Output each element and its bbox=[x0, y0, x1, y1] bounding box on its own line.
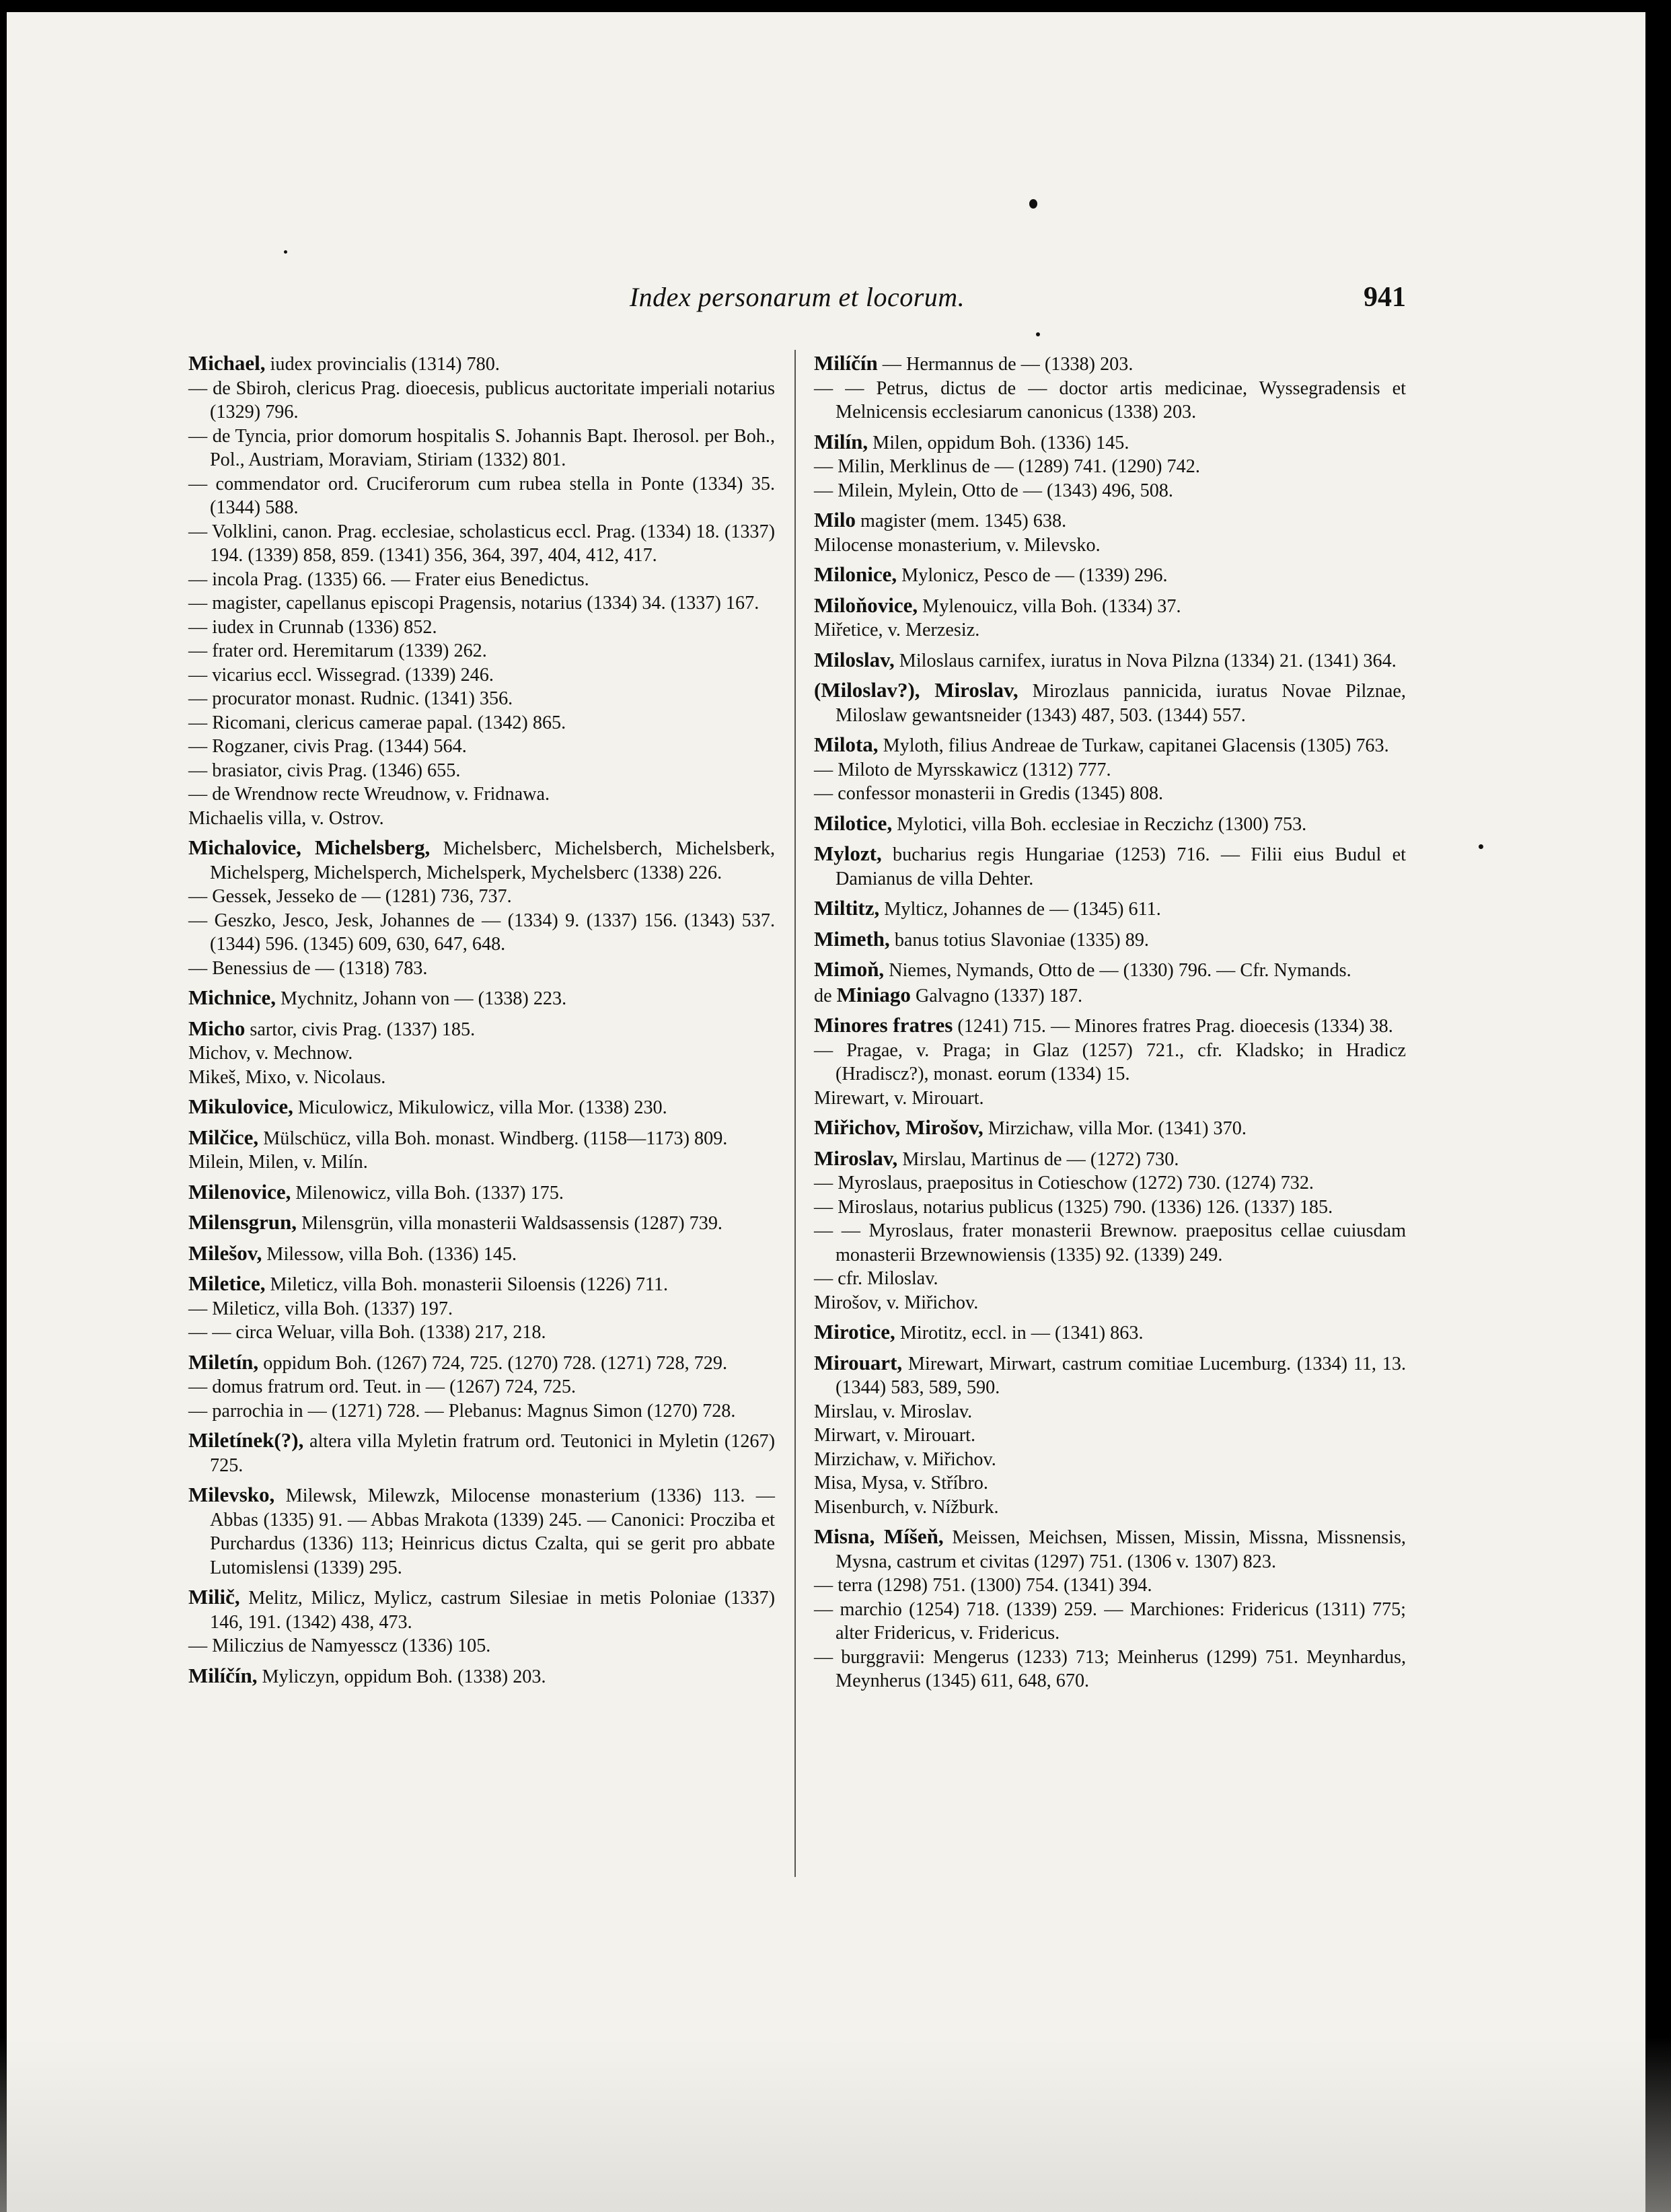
entry-headword: Michael, bbox=[188, 351, 266, 375]
entry-text: oppidum Boh. (1267) 724, 725. (1270) 728. (1271) 728, 729. bbox=[258, 1352, 727, 1374]
index-entry bbox=[814, 1086, 1406, 1111]
index-entry bbox=[814, 896, 1406, 922]
index-column-right bbox=[814, 346, 1406, 1693]
index-entry bbox=[814, 1598, 1406, 1646]
entry-headword: Miletínek(?), bbox=[188, 1428, 304, 1452]
entry-headword: Miltitz, bbox=[814, 896, 880, 920]
index-entry bbox=[188, 759, 775, 783]
entry-text: — commendator ord. Cruciferorum cum rubea stella in Ponte (1334) 35. (1344) 588. bbox=[188, 473, 775, 518]
index-entry bbox=[814, 758, 1406, 782]
entry-text: altera villa Myletin fratrum ord. Teutonici in Myletin (1267) 725. bbox=[210, 1431, 775, 1476]
entry-text: Myliczyn, oppidum Boh. (1338) 203. bbox=[257, 1666, 546, 1687]
entry-headword: Milota, bbox=[814, 733, 879, 756]
index-entry bbox=[188, 1321, 775, 1345]
entry-text: Melitz, Milicz, Mylicz, castrum Silesiae in metis Poloniae (1337) 146, 191. (1342) 438, 473. bbox=[210, 1588, 775, 1633]
entry-headword: Milo bbox=[814, 508, 856, 531]
entry-headword: Michnice, bbox=[188, 986, 276, 1009]
entry-text: — domus fratrum ord. Teut. in — (1267) 724, 725. bbox=[188, 1376, 577, 1397]
entry-text: Milewsk, Milewzk, Milocense monasterium (1336) 113. — Abbas (1335) 91. — Abbas Mrakota (1339) 245. — Canonici: Procziba et Purchardus (1336) 113; Heinricus dictus Czalta, qui se gerit pro abbate Lutomislensi (1339) 295. bbox=[210, 1485, 775, 1578]
entry-text: Mirzichaw, v. Miřichov. bbox=[814, 1448, 996, 1470]
index-entry bbox=[814, 648, 1406, 673]
index-entry bbox=[814, 455, 1406, 479]
entry-text: Michelsberc, Michelsberch, Michelsberk, Michelsperg, Michelsperch, Michelsperk, Mychelsberc (1338) 226. bbox=[210, 838, 775, 883]
index-entry bbox=[188, 782, 775, 807]
entry-text: Mileticz, villa Boh. monasterii Siloensis (1226) 711. bbox=[265, 1274, 669, 1295]
index-entry bbox=[188, 1297, 775, 1321]
index-entry bbox=[814, 1039, 1406, 1086]
entry-text: — Miliczius de Namyesscz (1336) 105. bbox=[188, 1635, 491, 1656]
index-entry bbox=[814, 1646, 1406, 1693]
entry-text: sartor, civis Prag. (1337) 185. bbox=[245, 1019, 476, 1040]
entry-headword: Milíčín, bbox=[188, 1663, 258, 1687]
entry-headword: Micho bbox=[188, 1016, 246, 1040]
index-entry bbox=[188, 711, 775, 735]
index-entry bbox=[188, 1271, 775, 1297]
entry-text: Mülschücz, villa Boh. monast. Windberg. (1158—1173) 809. bbox=[258, 1128, 728, 1149]
index-entry bbox=[188, 639, 775, 663]
entry-headword: Milevsko, bbox=[188, 1483, 275, 1506]
entry-text: Miloslaus carnifex, iuratus in Nova Pilzna (1334) 21. (1341) 364. bbox=[894, 650, 1397, 671]
entry-headword: Milensgrun, bbox=[188, 1210, 297, 1234]
entry-text: Misenburch, v. Nížburk. bbox=[814, 1496, 999, 1518]
index-entry bbox=[814, 927, 1406, 953]
index-entry bbox=[814, 593, 1406, 619]
index-entry bbox=[814, 842, 1406, 891]
entry-headword: Michalovice, Michelsberg, bbox=[188, 836, 431, 859]
index-entry bbox=[188, 836, 775, 885]
index-entry bbox=[188, 1041, 775, 1066]
entry-headword: Minores fratres bbox=[814, 1013, 953, 1037]
index-entry bbox=[188, 1634, 775, 1658]
entry-text: (1241) 715. — Minores fratres Prag. dioecesis (1334) 38. bbox=[953, 1016, 1393, 1037]
entry-text: — Mileticz, villa Boh. (1337) 197. bbox=[188, 1298, 453, 1319]
index-entry bbox=[814, 1448, 1406, 1472]
entry-text: iudex provincialis (1314) 780. bbox=[265, 354, 500, 375]
index-entry bbox=[814, 1195, 1406, 1220]
entry-text: — Ricomani, clericus camerae papal. (1342) 865. bbox=[188, 712, 566, 733]
entry-headword: Mimoň, bbox=[814, 957, 885, 981]
entry-text: magister (mem. 1345) 638. bbox=[856, 511, 1067, 531]
entry-text: — Gessek, Jesseko de — (1281) 736, 737. bbox=[188, 886, 512, 907]
index-entry bbox=[188, 425, 775, 472]
entry-text: — Myroslaus, praepositus in Cotieschow (1272) 730. (1274) 732. bbox=[814, 1173, 1314, 1193]
index-entry bbox=[188, 377, 775, 425]
index-entry bbox=[814, 479, 1406, 503]
index-entry bbox=[814, 1424, 1406, 1448]
entry-text: — incola Prag. (1335) 66. — Frater eius Benedictus. bbox=[188, 568, 589, 590]
entry-text: — magister, capellanus episcopi Pragensis, notarius (1334) 34. (1337) 167. bbox=[188, 593, 759, 614]
entry-text: Milocense monasterium, v. Milevsko. bbox=[814, 534, 1101, 556]
entry-text: — Benessius de — (1318) 783. bbox=[188, 957, 428, 979]
entry-text: Mirotitz, eccl. in — (1341) 863. bbox=[895, 1323, 1144, 1343]
entry-text: — parrochia in — (1271) 728. — Plebanus: Magnus Simon (1270) 728. bbox=[188, 1400, 736, 1422]
index-entry bbox=[814, 1115, 1406, 1141]
entry-text: — marchio (1254) 718. (1339) 259. — Marchiones: Fridericus (1311) 775; alter Fridericus, v. Fridericus. bbox=[814, 1598, 1406, 1644]
entry-text: — de Sbiroh, clericus Prag. dioecesis, publicus auctoritate imperiali notarius (1329) 796. bbox=[188, 377, 775, 422]
scan-shadow bbox=[0, 2037, 1671, 2212]
entry-text: Mirewart, Mirwart, castrum comitiae Lucemburg. (1334) 11, 13. (1344) 583, 589, 590. bbox=[836, 1353, 1406, 1398]
index-entry bbox=[814, 1400, 1406, 1424]
entry-text: Miculowicz, Mikulowicz, villa Mor. (1338) 230. bbox=[293, 1097, 667, 1118]
index-entry bbox=[814, 678, 1406, 727]
index-entry bbox=[814, 1351, 1406, 1400]
ink-speck bbox=[284, 250, 287, 254]
entry-text: Michov, v. Mechnow. bbox=[188, 1043, 353, 1064]
index-entry bbox=[814, 430, 1406, 455]
entry-headword: (Miloslav?), Miroslav, bbox=[814, 678, 1018, 702]
index-entry bbox=[188, 1150, 775, 1175]
entry-text: — — Petrus, dictus de — doctor artis medicinae, Wyssegradensis et Melnicensis ecclesiarum canonicus (1338) 203. bbox=[814, 377, 1406, 422]
entry-text: Mikeš, Mixo, v. Nicolaus. bbox=[188, 1066, 386, 1088]
index-entry bbox=[814, 983, 1406, 1008]
entry-text: Misa, Mysa, v. Stříbro. bbox=[814, 1473, 988, 1494]
index-entry bbox=[814, 1471, 1406, 1496]
entry-headword: Mirotice, bbox=[814, 1320, 895, 1343]
entry-headword: Milonice, bbox=[814, 562, 897, 586]
ink-speck bbox=[1029, 199, 1037, 209]
index-entry bbox=[188, 986, 775, 1011]
index-entry bbox=[814, 1524, 1406, 1574]
index-entry bbox=[188, 735, 775, 759]
entry-text: — — Myroslaus, frater monasterii Brewnow. praepositus cellae cuiusdam monasterii Brzewnowiensis (1335) 92. (1339) 249. bbox=[814, 1220, 1406, 1265]
index-entry bbox=[814, 957, 1406, 983]
entry-text: — Milin, Merklinus de — (1289) 741. (1290) 742. bbox=[814, 456, 1200, 477]
entry-headword: Misna, Míšeň, bbox=[814, 1524, 944, 1548]
entry-text: — brasiator, civis Prag. (1346) 655. bbox=[188, 760, 461, 781]
entry-headword: Miřichov, Mirošov, bbox=[814, 1115, 983, 1139]
entry-text: — Geszko, Jesco, Jesk, Johannes de — (1334) 9. (1337) 156. (1343) 537. (1344) 596. (1345) 609, 630, 647, 648. bbox=[188, 910, 775, 955]
index-entry bbox=[188, 1126, 775, 1151]
running-title: Index personarum et locorum. bbox=[629, 282, 965, 312]
entry-text: — — circa Weluar, villa Boh. (1338) 217, 218. bbox=[188, 1322, 546, 1343]
scan-border-top bbox=[0, 0, 1671, 12]
index-entry bbox=[188, 1399, 775, 1424]
index-entry bbox=[188, 1241, 775, 1267]
entry-text: — Hermannus de — (1338) 203. bbox=[877, 354, 1134, 375]
entry-text: Michaelis villa, v. Ostrov. bbox=[188, 807, 384, 829]
entry-text: — Pragae, v. Praga; in Glaz (1257) 721., cfr. Kladsko; in Hradicz (Hradiscz?), monast. eorum (1334) 15. bbox=[814, 1039, 1406, 1084]
index-entry bbox=[188, 957, 775, 981]
index-entry bbox=[188, 351, 775, 377]
entry-text: Mirwart, v. Mirouart. bbox=[814, 1425, 976, 1446]
entry-text: — vicarius eccl. Wissegrad. (1339) 246. bbox=[188, 664, 494, 686]
running-head bbox=[188, 281, 1406, 322]
index-entry bbox=[814, 811, 1406, 837]
entry-headword: Milín, bbox=[814, 429, 868, 453]
index-entry bbox=[188, 591, 775, 616]
index-entry bbox=[814, 1171, 1406, 1195]
entry-text: bucharius regis Hungariae (1253) 716. — Filii eius Budul et Damianus de villa Dehter. bbox=[836, 844, 1406, 889]
entry-headword: Miletín, bbox=[188, 1350, 259, 1374]
index-entry bbox=[188, 1017, 775, 1042]
index-entry bbox=[188, 1375, 775, 1399]
index-entry bbox=[814, 377, 1406, 425]
entry-text: Myloth, filius Andreae de Turkaw, capitanei Glacensis (1305) 763. bbox=[878, 735, 1389, 756]
entry-text: — Volklini, canon. Prag. ecclesiae, scholasticus eccl. Prag. (1334) 18. (1337) 194. (1339) 858, 859. (1341) 356, 364, 397, 404, 412, 417. bbox=[188, 521, 775, 566]
entry-text: Mirslau, v. Miroslav. bbox=[814, 1401, 973, 1422]
entry-text: — confessor monasterii in Gredis (1345) 808. bbox=[814, 783, 1164, 804]
index-entry bbox=[814, 1291, 1406, 1315]
entry-text: — cfr. Miloslav. bbox=[814, 1268, 938, 1289]
index-entry bbox=[188, 472, 775, 520]
index-entry bbox=[814, 1013, 1406, 1039]
entry-headword: Miloňovice, bbox=[814, 593, 918, 617]
entry-text: — de Tyncia, prior domorum hospitalis S. Johannis Bapt. Iherosol. per Boh., Pol., Austriam, Moraviam, Stiriam (1332) 801. bbox=[188, 425, 775, 470]
entry-text: — Miloto de Myrsskawicz (1312) 777. bbox=[814, 759, 1111, 780]
index-entry bbox=[814, 618, 1406, 642]
entry-headword: Milčice, bbox=[188, 1125, 259, 1149]
scan-border-left bbox=[0, 0, 7, 2212]
entry-text: Milen, oppidum Boh. (1336) 145. bbox=[868, 432, 1129, 453]
entry-text: — Milein, Mylein, Otto de — (1343) 496, 508. bbox=[814, 480, 1173, 501]
entry-headword: Mylozt, bbox=[814, 842, 882, 865]
entry-headword: Mikulovice, bbox=[188, 1095, 293, 1118]
entry-headword: Milotice, bbox=[814, 811, 893, 835]
entry-headword: Miroslav, bbox=[814, 1146, 898, 1170]
entry-text: de Miniago Galvagno (1337) 187. bbox=[814, 982, 1083, 1006]
entry-headword: Mimeth, bbox=[814, 926, 890, 951]
entry-headword: Mirouart, bbox=[814, 1350, 903, 1374]
index-entry bbox=[814, 533, 1406, 558]
page-number: 941 bbox=[1364, 282, 1406, 313]
index-entry bbox=[814, 733, 1406, 758]
entry-text: — terra (1298) 751. (1300) 754. (1341) 394. bbox=[814, 1575, 1152, 1596]
entry-text: Mirozlaus pannicida, iuratus Novae Pilznae, Miloslaw gewantsneider (1343) 487, 503. (1344) 557. bbox=[836, 681, 1406, 726]
index-entry bbox=[814, 1146, 1406, 1172]
index-entry bbox=[814, 1574, 1406, 1598]
index-entry bbox=[188, 663, 775, 688]
index-column-left bbox=[188, 346, 775, 1689]
entry-text: Mylenouicz, villa Boh. (1334) 37. bbox=[918, 595, 1181, 617]
entry-headword: Milič, bbox=[188, 1585, 240, 1609]
index-entry bbox=[188, 520, 775, 568]
entry-text: — Rogzaner, civis Prag. (1344) 564. bbox=[188, 736, 467, 757]
index-entry bbox=[814, 782, 1406, 806]
entry-text: Meissen, Meichsen, Missen, Missin, Missna, Missnensis, Mysna, castrum et civitas (1297) 751. (1306 v. 1307) 823. bbox=[836, 1527, 1406, 1572]
entry-text: Milessow, villa Boh. (1336) 145. bbox=[262, 1243, 517, 1265]
index-entry bbox=[188, 616, 775, 640]
index-entry bbox=[188, 885, 775, 909]
entry-headword: Milešov, bbox=[188, 1241, 262, 1265]
entry-text: Miřetice, v. Merzesiz. bbox=[814, 620, 980, 640]
entry-text: — de Wrendnow recte Wreudnow, v. Fridnawa. bbox=[188, 784, 550, 805]
index-entry bbox=[188, 687, 775, 711]
entry-text: Niemes, Nymands, Otto de — (1330) 796. — Cfr. Nymands. bbox=[884, 960, 1351, 981]
index-entry bbox=[814, 351, 1406, 377]
entry-headword: Milíčín bbox=[814, 351, 878, 375]
entry-text: Mirslau, Martinus de — (1272) 730. bbox=[897, 1148, 1179, 1170]
ink-speck bbox=[1036, 332, 1040, 336]
index-entry bbox=[188, 1350, 775, 1376]
scan-border-right bbox=[1645, 0, 1671, 2212]
entry-text: — frater ord. Heremitarum (1339) 262. bbox=[188, 640, 487, 661]
index-entry bbox=[188, 1585, 775, 1634]
entry-text: — Miroslaus, notarius publicus (1325) 790. (1336) 126. (1337) 185. bbox=[814, 1196, 1333, 1218]
column-divider bbox=[794, 350, 796, 1877]
entry-headword: Miloslav, bbox=[814, 647, 895, 671]
entry-text: banus totius Slavoniae (1335) 89. bbox=[889, 929, 1149, 951]
entry-text: Mychnitz, Johann von — (1338) 223. bbox=[276, 988, 567, 1009]
entry-text: — burggravii: Mengerus (1233) 713; Meinherus (1299) 751. Meynhardus, Meynherus (1345) 611, 648, 670. bbox=[814, 1646, 1406, 1691]
entry-text: Mirošov, v. Miřichov. bbox=[814, 1292, 979, 1313]
index-entry bbox=[188, 1210, 775, 1236]
entry-text: Milensgrün, villa monasterii Waldsassensis (1287) 739. bbox=[297, 1213, 722, 1234]
index-entry bbox=[814, 1496, 1406, 1520]
index-entry bbox=[188, 807, 775, 831]
index-entry bbox=[814, 1320, 1406, 1345]
index-entry bbox=[188, 1066, 775, 1090]
entry-headword: Miletice, bbox=[188, 1271, 266, 1295]
entry-text: Milein, Milen, v. Milín. bbox=[188, 1152, 368, 1173]
entry-text: Mirzichaw, villa Mor. (1341) 370. bbox=[983, 1118, 1247, 1139]
index-entry bbox=[188, 1483, 775, 1580]
index-entry bbox=[814, 508, 1406, 533]
index-entry bbox=[188, 1664, 775, 1689]
index-entry bbox=[188, 909, 775, 957]
index-entry bbox=[814, 1219, 1406, 1267]
index-entry bbox=[188, 1095, 775, 1120]
entry-text: — procurator monast. Rudnic. (1341) 356. bbox=[188, 688, 513, 709]
entry-text: — iudex in Crunnab (1336) 852. bbox=[188, 616, 437, 638]
index-entry bbox=[814, 1267, 1406, 1291]
index-entry bbox=[188, 1428, 775, 1477]
ink-speck bbox=[1479, 844, 1483, 849]
entry-text: Mylticz, Johannes de — (1345) 611. bbox=[879, 899, 1161, 920]
entry-text: Mylotici, villa Boh. ecclesiae in Reczichz (1300) 753. bbox=[892, 813, 1307, 835]
index-entry bbox=[814, 562, 1406, 588]
index-entry bbox=[188, 568, 775, 592]
entry-text: Mylonicz, Pesco de — (1339) 296. bbox=[897, 565, 1168, 586]
index-entry bbox=[188, 1180, 775, 1206]
entry-headword: Milenovice, bbox=[188, 1179, 291, 1204]
entry-text: Mirewart, v. Mirouart. bbox=[814, 1087, 984, 1109]
entry-text: Milenowicz, villa Boh. (1337) 175. bbox=[291, 1182, 564, 1204]
